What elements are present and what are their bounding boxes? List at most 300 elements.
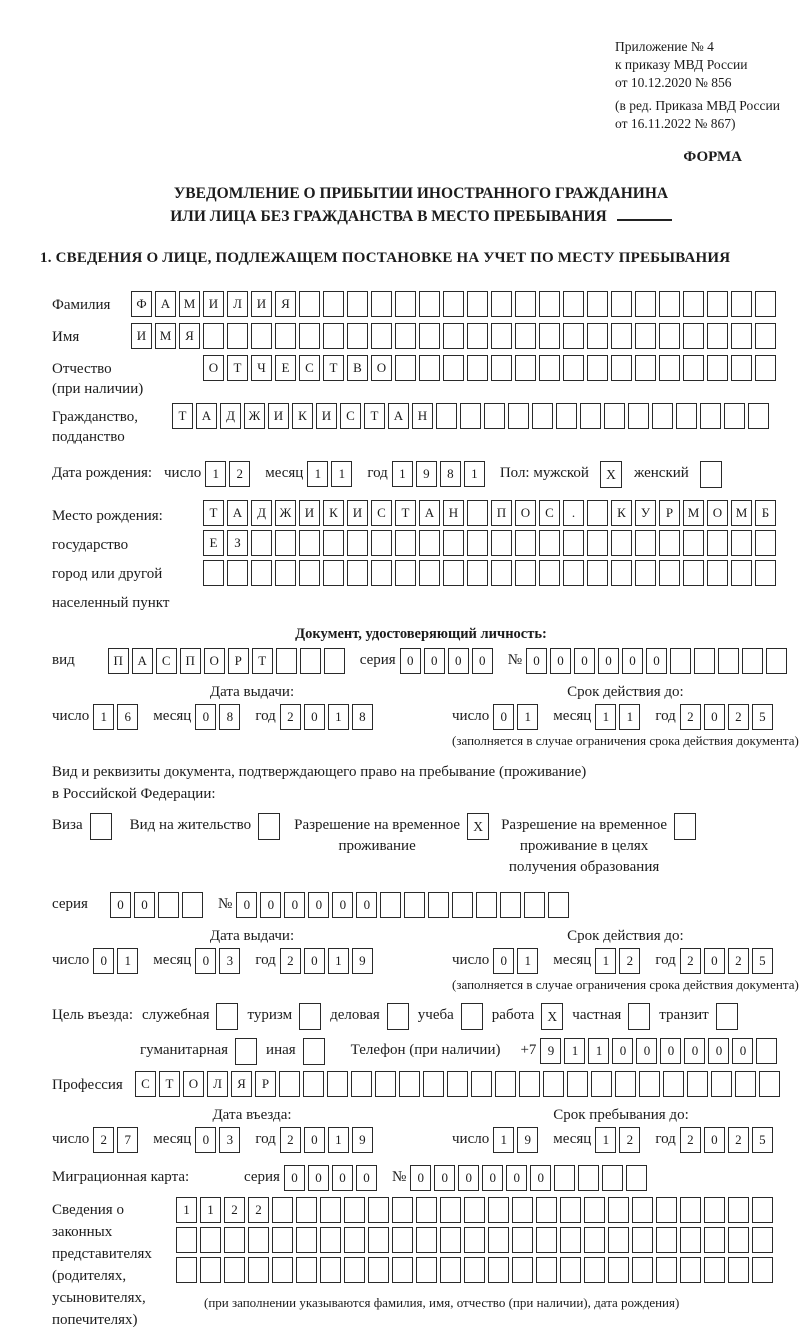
char-cell[interactable]: 0 bbox=[612, 1038, 633, 1064]
char-cell[interactable] bbox=[519, 1071, 540, 1097]
char-cell[interactable] bbox=[676, 403, 697, 429]
char-cell[interactable] bbox=[512, 1257, 533, 1283]
char-cell[interactable] bbox=[276, 648, 297, 674]
char-cell[interactable]: 0 bbox=[332, 1165, 353, 1191]
char-cell[interactable] bbox=[731, 291, 752, 317]
char-cell[interactable] bbox=[224, 1227, 245, 1253]
char-cell[interactable]: 0 bbox=[304, 948, 325, 974]
char-cell[interactable] bbox=[563, 323, 584, 349]
char-cell[interactable]: 1 bbox=[517, 704, 538, 730]
char-cell[interactable]: 1 bbox=[117, 948, 138, 974]
char-cell[interactable] bbox=[659, 323, 680, 349]
char-cell[interactable]: 8 bbox=[219, 704, 240, 730]
char-cell[interactable]: 9 bbox=[540, 1038, 561, 1064]
char-cell[interactable]: 0 bbox=[400, 648, 421, 674]
char-cell[interactable] bbox=[227, 560, 248, 586]
char-cell[interactable]: Т bbox=[159, 1071, 180, 1097]
char-cell[interactable] bbox=[452, 892, 473, 918]
temp-residence-edu-checkbox[interactable] bbox=[674, 813, 696, 840]
char-cell[interactable]: 3 bbox=[219, 948, 240, 974]
char-cell[interactable] bbox=[556, 403, 577, 429]
char-cell[interactable]: В bbox=[347, 355, 368, 381]
char-cell[interactable] bbox=[670, 648, 691, 674]
char-cell[interactable]: А bbox=[388, 403, 409, 429]
char-cell[interactable]: С bbox=[299, 355, 320, 381]
char-cell[interactable]: 2 bbox=[680, 948, 701, 974]
char-cell[interactable] bbox=[323, 560, 344, 586]
char-cell[interactable]: 9 bbox=[517, 1127, 538, 1153]
char-cell[interactable] bbox=[404, 892, 425, 918]
char-cell[interactable] bbox=[759, 1071, 780, 1097]
char-cell[interactable] bbox=[704, 1197, 725, 1223]
char-cell[interactable] bbox=[344, 1227, 365, 1253]
char-cell[interactable] bbox=[158, 892, 179, 918]
char-cell[interactable]: 0 bbox=[356, 892, 377, 918]
char-cell[interactable] bbox=[392, 1257, 413, 1283]
char-cell[interactable] bbox=[416, 1257, 437, 1283]
char-cell[interactable]: Р bbox=[659, 500, 680, 526]
char-cell[interactable] bbox=[467, 530, 488, 556]
char-cell[interactable]: 0 bbox=[622, 648, 643, 674]
char-cell[interactable]: 0 bbox=[530, 1165, 551, 1191]
char-cell[interactable] bbox=[755, 560, 776, 586]
char-cell[interactable]: С bbox=[156, 648, 177, 674]
char-cell[interactable]: А bbox=[419, 500, 440, 526]
char-cell[interactable] bbox=[419, 560, 440, 586]
char-cell[interactable] bbox=[687, 1071, 708, 1097]
char-cell[interactable] bbox=[508, 403, 529, 429]
char-cell[interactable]: 5 bbox=[752, 704, 773, 730]
char-cell[interactable]: З bbox=[227, 530, 248, 556]
char-cell[interactable]: 0 bbox=[482, 1165, 503, 1191]
char-cell[interactable] bbox=[587, 560, 608, 586]
char-cell[interactable] bbox=[512, 1227, 533, 1253]
char-cell[interactable]: 1 bbox=[93, 704, 114, 730]
char-cell[interactable] bbox=[635, 560, 656, 586]
char-cell[interactable]: 2 bbox=[224, 1197, 245, 1223]
char-cell[interactable]: 2 bbox=[280, 704, 301, 730]
char-cell[interactable] bbox=[272, 1197, 293, 1223]
char-cell[interactable]: П bbox=[491, 500, 512, 526]
char-cell[interactable] bbox=[200, 1257, 221, 1283]
char-cell[interactable] bbox=[500, 892, 521, 918]
char-cell[interactable]: 0 bbox=[472, 648, 493, 674]
char-cell[interactable]: 0 bbox=[684, 1038, 705, 1064]
char-cell[interactable] bbox=[368, 1257, 389, 1283]
char-cell[interactable] bbox=[578, 1165, 599, 1191]
char-cell[interactable]: 2 bbox=[248, 1197, 269, 1223]
char-cell[interactable]: С bbox=[340, 403, 361, 429]
char-cell[interactable]: 1 bbox=[392, 461, 413, 487]
char-cell[interactable]: И bbox=[203, 291, 224, 317]
char-cell[interactable]: 0 bbox=[134, 892, 155, 918]
char-cell[interactable]: 1 bbox=[176, 1197, 197, 1223]
char-cell[interactable]: М bbox=[731, 500, 752, 526]
private-checkbox[interactable] bbox=[628, 1003, 650, 1030]
char-cell[interactable]: П bbox=[180, 648, 201, 674]
char-cell[interactable]: 0 bbox=[284, 1165, 305, 1191]
char-cell[interactable] bbox=[443, 355, 464, 381]
char-cell[interactable] bbox=[491, 560, 512, 586]
char-cell[interactable]: 1 bbox=[200, 1197, 221, 1223]
char-cell[interactable]: 2 bbox=[619, 948, 640, 974]
char-cell[interactable] bbox=[443, 530, 464, 556]
char-cell[interactable]: Р bbox=[255, 1071, 276, 1097]
char-cell[interactable] bbox=[491, 530, 512, 556]
char-cell[interactable] bbox=[272, 1257, 293, 1283]
char-cell[interactable] bbox=[587, 323, 608, 349]
char-cell[interactable]: 5 bbox=[752, 1127, 773, 1153]
char-cell[interactable] bbox=[755, 291, 776, 317]
char-cell[interactable]: 0 bbox=[704, 704, 725, 730]
char-cell[interactable]: Р bbox=[228, 648, 249, 674]
char-cell[interactable]: 0 bbox=[195, 1127, 216, 1153]
char-cell[interactable] bbox=[731, 323, 752, 349]
char-cell[interactable]: 1 bbox=[517, 948, 538, 974]
char-cell[interactable] bbox=[539, 560, 560, 586]
char-cell[interactable] bbox=[515, 355, 536, 381]
char-cell[interactable]: У bbox=[635, 500, 656, 526]
char-cell[interactable] bbox=[680, 1197, 701, 1223]
char-cell[interactable]: 0 bbox=[304, 1127, 325, 1153]
char-cell[interactable]: 0 bbox=[260, 892, 281, 918]
char-cell[interactable]: Д bbox=[220, 403, 241, 429]
char-cell[interactable] bbox=[488, 1257, 509, 1283]
char-cell[interactable]: Т bbox=[364, 403, 385, 429]
char-cell[interactable] bbox=[303, 1071, 324, 1097]
char-cell[interactable]: 0 bbox=[308, 892, 329, 918]
char-cell[interactable] bbox=[707, 560, 728, 586]
char-cell[interactable]: 2 bbox=[680, 1127, 701, 1153]
char-cell[interactable] bbox=[296, 1257, 317, 1283]
char-cell[interactable] bbox=[755, 530, 776, 556]
char-cell[interactable] bbox=[532, 403, 553, 429]
char-cell[interactable]: 9 bbox=[416, 461, 437, 487]
char-cell[interactable] bbox=[611, 560, 632, 586]
char-cell[interactable] bbox=[659, 291, 680, 317]
char-cell[interactable]: 1 bbox=[493, 1127, 514, 1153]
char-cell[interactable]: 1 bbox=[595, 948, 616, 974]
char-cell[interactable]: 2 bbox=[619, 1127, 640, 1153]
char-cell[interactable] bbox=[543, 1071, 564, 1097]
char-cell[interactable]: Т bbox=[323, 355, 344, 381]
char-cell[interactable] bbox=[416, 1197, 437, 1223]
temp-residence-checkbox[interactable]: X bbox=[467, 813, 489, 840]
char-cell[interactable]: С bbox=[135, 1071, 156, 1097]
char-cell[interactable] bbox=[395, 530, 416, 556]
visa-checkbox[interactable] bbox=[90, 813, 112, 840]
char-cell[interactable] bbox=[327, 1071, 348, 1097]
char-cell[interactable]: Я bbox=[231, 1071, 252, 1097]
char-cell[interactable] bbox=[275, 530, 296, 556]
char-cell[interactable] bbox=[683, 530, 704, 556]
char-cell[interactable]: М bbox=[683, 500, 704, 526]
char-cell[interactable]: 5 bbox=[752, 948, 773, 974]
char-cell[interactable] bbox=[296, 1197, 317, 1223]
char-cell[interactable] bbox=[563, 530, 584, 556]
char-cell[interactable] bbox=[351, 1071, 372, 1097]
char-cell[interactable]: 2 bbox=[680, 704, 701, 730]
char-cell[interactable]: Ж bbox=[275, 500, 296, 526]
char-cell[interactable]: Я bbox=[179, 323, 200, 349]
char-cell[interactable]: 7 bbox=[117, 1127, 138, 1153]
char-cell[interactable]: Т bbox=[227, 355, 248, 381]
char-cell[interactable] bbox=[563, 560, 584, 586]
char-cell[interactable] bbox=[587, 291, 608, 317]
char-cell[interactable] bbox=[554, 1165, 575, 1191]
char-cell[interactable] bbox=[724, 403, 745, 429]
char-cell[interactable] bbox=[300, 648, 321, 674]
char-cell[interactable]: 1 bbox=[328, 1127, 349, 1153]
char-cell[interactable] bbox=[591, 1071, 612, 1097]
char-cell[interactable] bbox=[176, 1227, 197, 1253]
char-cell[interactable]: 1 bbox=[307, 461, 328, 487]
char-cell[interactable] bbox=[656, 1197, 677, 1223]
char-cell[interactable]: О bbox=[515, 500, 536, 526]
char-cell[interactable] bbox=[731, 530, 752, 556]
char-cell[interactable]: 2 bbox=[728, 704, 749, 730]
char-cell[interactable]: 8 bbox=[352, 704, 373, 730]
char-cell[interactable] bbox=[635, 530, 656, 556]
char-cell[interactable]: О bbox=[183, 1071, 204, 1097]
char-cell[interactable] bbox=[251, 323, 272, 349]
char-cell[interactable] bbox=[395, 323, 416, 349]
char-cell[interactable]: 0 bbox=[304, 704, 325, 730]
work-checkbox[interactable]: X bbox=[541, 1003, 563, 1030]
char-cell[interactable] bbox=[659, 560, 680, 586]
char-cell[interactable]: 0 bbox=[410, 1165, 431, 1191]
char-cell[interactable]: 0 bbox=[526, 648, 547, 674]
char-cell[interactable] bbox=[200, 1227, 221, 1253]
char-cell[interactable] bbox=[344, 1257, 365, 1283]
char-cell[interactable]: Н bbox=[443, 500, 464, 526]
char-cell[interactable] bbox=[694, 648, 715, 674]
char-cell[interactable] bbox=[632, 1197, 653, 1223]
char-cell[interactable] bbox=[471, 1071, 492, 1097]
char-cell[interactable] bbox=[299, 530, 320, 556]
char-cell[interactable] bbox=[419, 291, 440, 317]
business-checkbox[interactable] bbox=[216, 1003, 238, 1030]
char-cell[interactable]: Т bbox=[395, 500, 416, 526]
char-cell[interactable]: Ч bbox=[251, 355, 272, 381]
char-cell[interactable]: 0 bbox=[458, 1165, 479, 1191]
char-cell[interactable] bbox=[683, 323, 704, 349]
char-cell[interactable] bbox=[395, 355, 416, 381]
residence-permit-checkbox[interactable] bbox=[258, 813, 280, 840]
char-cell[interactable] bbox=[608, 1257, 629, 1283]
char-cell[interactable] bbox=[320, 1197, 341, 1223]
char-cell[interactable] bbox=[347, 530, 368, 556]
char-cell[interactable] bbox=[443, 560, 464, 586]
char-cell[interactable] bbox=[663, 1071, 684, 1097]
char-cell[interactable]: 0 bbox=[448, 648, 469, 674]
char-cell[interactable]: 0 bbox=[424, 648, 445, 674]
humanitarian-checkbox[interactable] bbox=[235, 1038, 257, 1065]
char-cell[interactable]: 2 bbox=[93, 1127, 114, 1153]
char-cell[interactable]: 0 bbox=[434, 1165, 455, 1191]
char-cell[interactable]: 0 bbox=[636, 1038, 657, 1064]
char-cell[interactable] bbox=[467, 355, 488, 381]
char-cell[interactable] bbox=[467, 291, 488, 317]
char-cell[interactable] bbox=[464, 1257, 485, 1283]
char-cell[interactable]: Т bbox=[172, 403, 193, 429]
char-cell[interactable]: 1 bbox=[595, 704, 616, 730]
char-cell[interactable]: М bbox=[155, 323, 176, 349]
char-cell[interactable]: 0 bbox=[332, 892, 353, 918]
char-cell[interactable] bbox=[248, 1227, 269, 1253]
char-cell[interactable] bbox=[742, 648, 763, 674]
char-cell[interactable] bbox=[392, 1197, 413, 1223]
char-cell[interactable] bbox=[488, 1227, 509, 1253]
char-cell[interactable]: Е bbox=[203, 530, 224, 556]
char-cell[interactable]: М bbox=[179, 291, 200, 317]
char-cell[interactable] bbox=[608, 1197, 629, 1223]
char-cell[interactable] bbox=[467, 500, 488, 526]
char-cell[interactable] bbox=[626, 1165, 647, 1191]
char-cell[interactable]: 0 bbox=[646, 648, 667, 674]
char-cell[interactable] bbox=[460, 403, 481, 429]
char-cell[interactable] bbox=[323, 323, 344, 349]
char-cell[interactable]: 0 bbox=[704, 948, 725, 974]
char-cell[interactable]: К bbox=[323, 500, 344, 526]
char-cell[interactable] bbox=[728, 1197, 749, 1223]
char-cell[interactable] bbox=[635, 323, 656, 349]
char-cell[interactable] bbox=[515, 323, 536, 349]
char-cell[interactable] bbox=[539, 291, 560, 317]
char-cell[interactable] bbox=[371, 530, 392, 556]
char-cell[interactable] bbox=[632, 1257, 653, 1283]
char-cell[interactable] bbox=[735, 1071, 756, 1097]
char-cell[interactable] bbox=[683, 355, 704, 381]
char-cell[interactable]: . bbox=[563, 500, 584, 526]
char-cell[interactable]: 0 bbox=[284, 892, 305, 918]
char-cell[interactable]: С bbox=[539, 500, 560, 526]
char-cell[interactable] bbox=[464, 1227, 485, 1253]
char-cell[interactable]: А bbox=[196, 403, 217, 429]
char-cell[interactable] bbox=[602, 1165, 623, 1191]
char-cell[interactable]: Л bbox=[207, 1071, 228, 1097]
char-cell[interactable]: 0 bbox=[708, 1038, 729, 1064]
char-cell[interactable] bbox=[707, 530, 728, 556]
char-cell[interactable] bbox=[680, 1257, 701, 1283]
char-cell[interactable] bbox=[419, 530, 440, 556]
char-cell[interactable] bbox=[628, 403, 649, 429]
char-cell[interactable]: Н bbox=[412, 403, 433, 429]
transit-checkbox[interactable] bbox=[716, 1003, 738, 1030]
char-cell[interactable] bbox=[299, 291, 320, 317]
char-cell[interactable] bbox=[368, 1227, 389, 1253]
char-cell[interactable] bbox=[251, 560, 272, 586]
male-checkbox[interactable]: X bbox=[600, 461, 622, 488]
char-cell[interactable] bbox=[347, 291, 368, 317]
char-cell[interactable]: О bbox=[707, 500, 728, 526]
char-cell[interactable] bbox=[484, 403, 505, 429]
char-cell[interactable] bbox=[428, 892, 449, 918]
char-cell[interactable]: 2 bbox=[280, 1127, 301, 1153]
char-cell[interactable] bbox=[639, 1071, 660, 1097]
char-cell[interactable] bbox=[536, 1197, 557, 1223]
char-cell[interactable] bbox=[224, 1257, 245, 1283]
char-cell[interactable] bbox=[584, 1197, 605, 1223]
char-cell[interactable]: 1 bbox=[619, 704, 640, 730]
char-cell[interactable]: 1 bbox=[331, 461, 352, 487]
char-cell[interactable] bbox=[563, 355, 584, 381]
char-cell[interactable] bbox=[659, 355, 680, 381]
char-cell[interactable] bbox=[587, 530, 608, 556]
char-cell[interactable] bbox=[752, 1197, 773, 1223]
commercial-checkbox[interactable] bbox=[387, 1003, 409, 1030]
char-cell[interactable] bbox=[756, 1038, 777, 1064]
char-cell[interactable]: 0 bbox=[493, 948, 514, 974]
char-cell[interactable] bbox=[683, 560, 704, 586]
char-cell[interactable] bbox=[371, 291, 392, 317]
char-cell[interactable]: Л bbox=[227, 291, 248, 317]
char-cell[interactable] bbox=[275, 560, 296, 586]
char-cell[interactable] bbox=[392, 1227, 413, 1253]
char-cell[interactable]: 1 bbox=[464, 461, 485, 487]
char-cell[interactable]: И bbox=[347, 500, 368, 526]
char-cell[interactable] bbox=[755, 323, 776, 349]
char-cell[interactable] bbox=[683, 291, 704, 317]
char-cell[interactable] bbox=[587, 355, 608, 381]
char-cell[interactable] bbox=[320, 1227, 341, 1253]
char-cell[interactable] bbox=[707, 355, 728, 381]
char-cell[interactable] bbox=[440, 1197, 461, 1223]
char-cell[interactable] bbox=[728, 1257, 749, 1283]
char-cell[interactable] bbox=[752, 1257, 773, 1283]
char-cell[interactable] bbox=[323, 530, 344, 556]
char-cell[interactable]: 2 bbox=[229, 461, 250, 487]
char-cell[interactable] bbox=[344, 1197, 365, 1223]
char-cell[interactable] bbox=[563, 291, 584, 317]
char-cell[interactable]: 1 bbox=[588, 1038, 609, 1064]
char-cell[interactable] bbox=[635, 355, 656, 381]
char-cell[interactable] bbox=[731, 560, 752, 586]
char-cell[interactable] bbox=[419, 323, 440, 349]
char-cell[interactable] bbox=[704, 1227, 725, 1253]
female-checkbox[interactable] bbox=[700, 461, 722, 488]
char-cell[interactable]: Д bbox=[251, 500, 272, 526]
char-cell[interactable]: И bbox=[251, 291, 272, 317]
char-cell[interactable]: Ж bbox=[244, 403, 265, 429]
char-cell[interactable] bbox=[512, 1197, 533, 1223]
other-checkbox[interactable] bbox=[303, 1038, 325, 1065]
char-cell[interactable]: Я bbox=[275, 291, 296, 317]
char-cell[interactable]: 0 bbox=[660, 1038, 681, 1064]
char-cell[interactable] bbox=[611, 323, 632, 349]
char-cell[interactable] bbox=[371, 323, 392, 349]
char-cell[interactable] bbox=[296, 1227, 317, 1253]
char-cell[interactable] bbox=[656, 1257, 677, 1283]
char-cell[interactable] bbox=[467, 560, 488, 586]
char-cell[interactable] bbox=[347, 560, 368, 586]
char-cell[interactable] bbox=[604, 403, 625, 429]
char-cell[interactable] bbox=[611, 355, 632, 381]
char-cell[interactable] bbox=[251, 530, 272, 556]
char-cell[interactable]: 8 bbox=[440, 461, 461, 487]
char-cell[interactable] bbox=[395, 560, 416, 586]
char-cell[interactable] bbox=[447, 1071, 468, 1097]
char-cell[interactable] bbox=[560, 1227, 581, 1253]
char-cell[interactable] bbox=[608, 1227, 629, 1253]
char-cell[interactable] bbox=[395, 291, 416, 317]
char-cell[interactable] bbox=[347, 323, 368, 349]
char-cell[interactable]: 1 bbox=[595, 1127, 616, 1153]
char-cell[interactable] bbox=[704, 1257, 725, 1283]
char-cell[interactable] bbox=[299, 560, 320, 586]
char-cell[interactable]: 2 bbox=[728, 1127, 749, 1153]
char-cell[interactable]: О bbox=[371, 355, 392, 381]
